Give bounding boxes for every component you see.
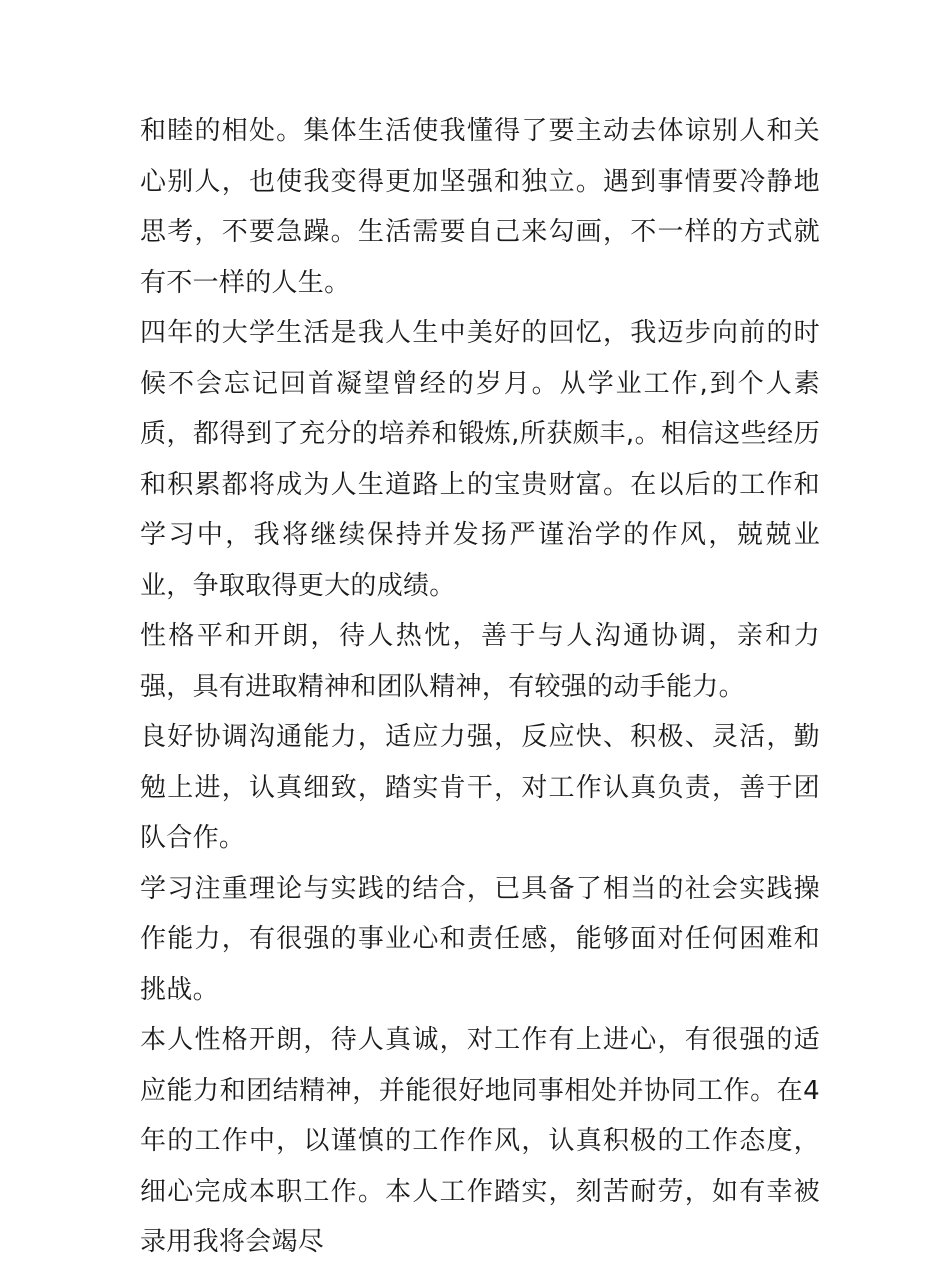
paragraph-6: 本人性格开朗，待人真诚，对工作有上进心，有很强的适应能力和团结精神，并能很好地同事相处并协同工作。在4年的工作中，以谨慎的工作作风，认真积极的工作态度，细心完成本职工作。本人工作踏实，刻苦耐劳，如有幸被录用我将会竭尽 — [140, 1025, 820, 1257]
document-body — [140, 106, 820, 1268]
paragraph-1: 和睦的相处。集体生活使我懂得了要主动去体谅别人和关心别人，也使我变得更加坚强和独立。遇到事情要冷静地思考，不要急躁。生活需要自己来勾画，不一样的方式就有不一样的人生。 — [140, 116, 820, 298]
paragraph-4: 良好协调沟通能力，适应力强，反应快、积极、灵活，勤勉上进，认真细致，踏实肯干，对工作认真负责，善于团队合作。 — [140, 722, 820, 853]
paragraph-3: 性格平和开朗，待人热忱，善于与人沟通协调，亲和力强，具有进取精神和团队精神，有较强的动手能力。 — [140, 621, 820, 702]
paragraph-5: 学习注重理论与实践的结合，已具备了相当的社会实践操作能力，有很强的事业心和责任感，能够面对任何困难和挑战。 — [140, 873, 820, 1005]
paragraph-2: 四年的大学生活是我人生中美好的回忆，我迈步向前的时候不会忘记回首凝望曾经的岁月。从学业工作,到个人素质，都得到了充分的培养和锻炼,所获颇丰,。相信这些经历和积累都将成为人生道路上的宝贵财富。在以后的工作和学习中，我将继续保持并发扬严谨治学的作风，兢兢业业，争取取得更大的成绩。 — [140, 318, 820, 601]
